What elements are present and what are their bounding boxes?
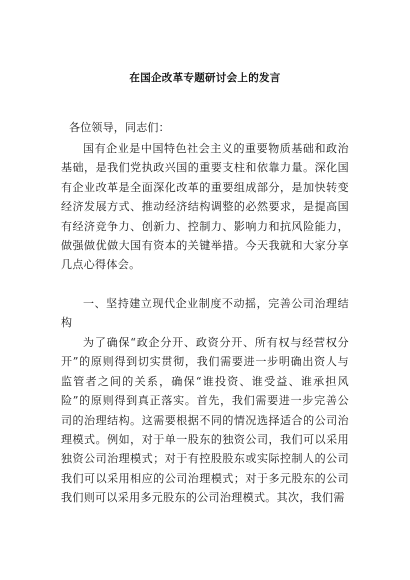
section-heading-1: 一、坚持建立现代企业制度不动摇，完善公司治理结构 [61,297,349,330]
salutation: 各位领导，同志们： [69,121,170,134]
paragraph-section-1: 为了确保“政企分开、政资分开、所有权与经营权分开”的原则得到切实贯彻，我们需要进一步明确出资人与监管者之间的关系，确保“谁投资、谁受益、谁承担风险”的原则得到真正落实。首先，我们需要进一步完善公司的治理结构。这需要根据不同的情况选择适合的公司治理模式。例如，对于单一股东的独资公司，我们可以采用独资公司治理模式；对于有控股股东或实际控制人的公司我们可以采用相应的公司治理模式；对于多元股东的公司我们则可以采用多元股东的公司治理模式。其次，我们需 [61,336,349,505]
document-title: 在国企改革专题研讨会上的发言 [129,72,281,84]
paragraph-intro: 国有企业是中国特色社会主义的重要物质基础和政治基础，是我们党执政兴国的重要支柱和依靠力量。深化国有企业改革是全面深化改革的重要组成部分，是加快转变经济发展方式、推动经济结构调整的必然要求，是提高国有经济竞争力、创新力、控制力、影响力和抗风险能力，做强做优做大国有资本的关键举措。今天我就和大家分享几点心得体会。 [61,142,349,272]
